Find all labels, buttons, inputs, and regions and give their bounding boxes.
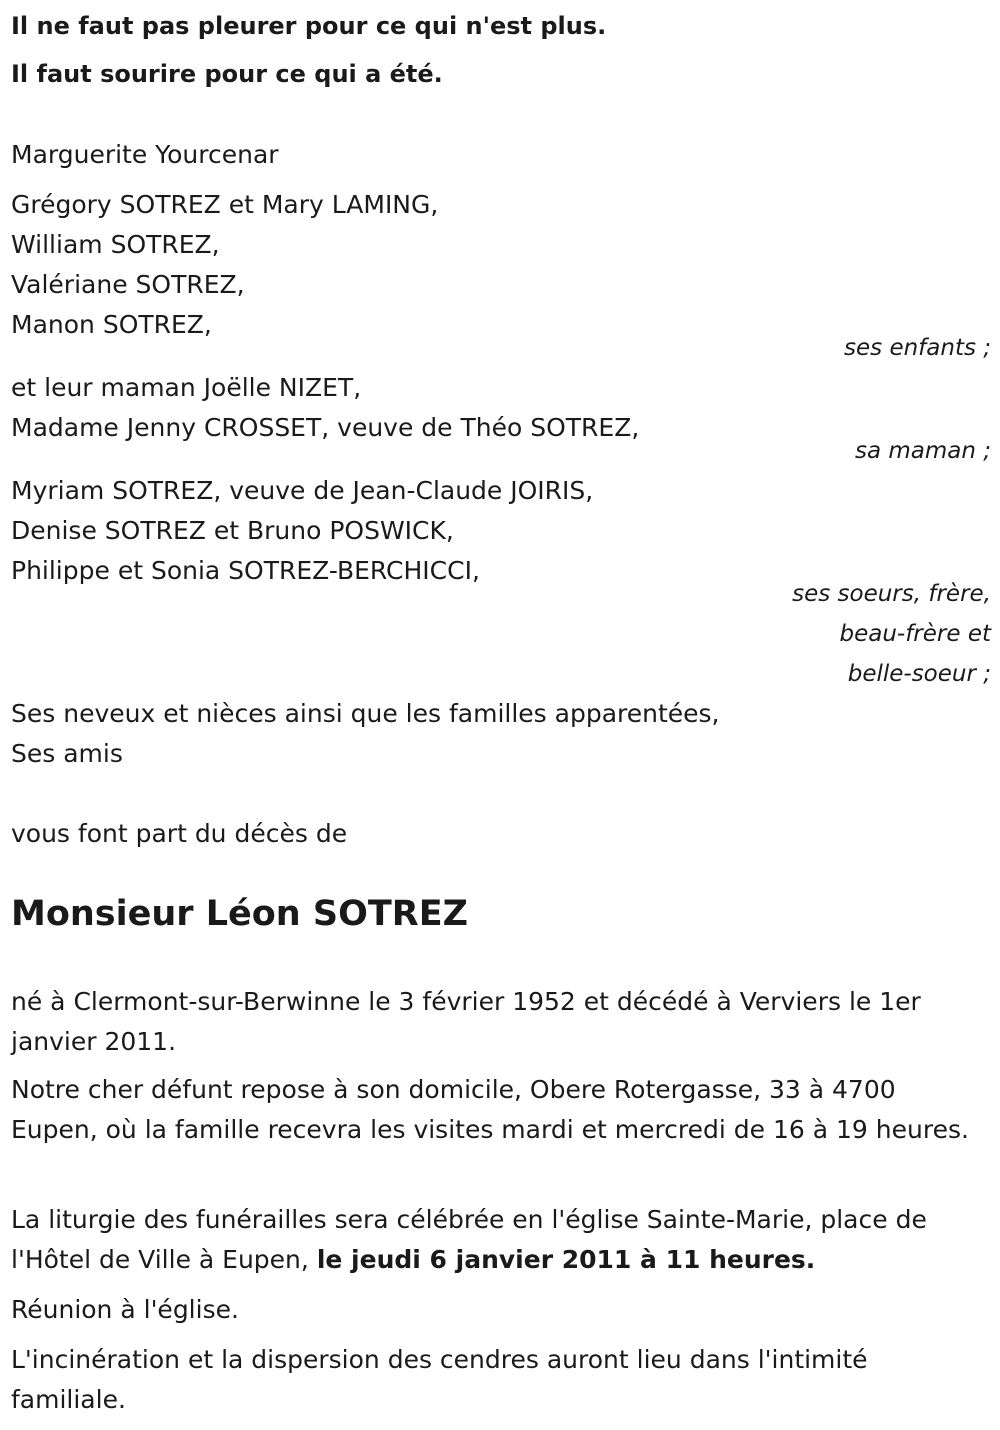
child-name: Manon SOTREZ, bbox=[11, 310, 212, 339]
birth-death-paragraph: né à Clermont-sur-Berwinne le 3 février 1952 et décédé à Verviers le 1er janvier 2011. bbox=[11, 987, 921, 1056]
role-siblings: belle-soeur ; bbox=[847, 661, 991, 687]
liturgy-date: le jeudi 6 janvier 2011 à 11 heures. bbox=[316, 1245, 816, 1274]
role-mother: sa maman ; bbox=[854, 438, 991, 464]
deceased-name: Monsieur Léon SOTREZ bbox=[11, 894, 468, 934]
others-line: Ses neveux et nièces ainsi que les familles apparentées, bbox=[11, 699, 720, 728]
role-children: ses enfants ; bbox=[844, 335, 991, 361]
meeting-paragraph: Réunion à l'église. bbox=[11, 1295, 239, 1324]
sibling-name: Philippe et Sonia SOTREZ-BERCHICCI, bbox=[11, 556, 480, 585]
child-name: Grégory SOTREZ et Mary LAMING, bbox=[11, 190, 439, 219]
role-siblings: ses soeurs, frère, bbox=[792, 581, 991, 607]
rest-paragraph: Notre cher défunt repose à son domicile, Obere Rotergasse, 33 à 4700 Eupen, où la famille recevra les visites mardi et mercredi de 16 à 19 heures. bbox=[11, 1075, 969, 1144]
sibling-name: Myriam SOTREZ, veuve de Jean-Claude JOIRIS, bbox=[11, 476, 594, 505]
cremation-paragraph: L'incinération et la dispersion des cendres auront lieu dans l'intimité familiale. bbox=[11, 1345, 868, 1414]
announcement: vous font part du décès de bbox=[11, 819, 348, 848]
liturgy-text: La liturgie des funérailles sera célébrée en l'église Sainte-Marie, place de l'Hôtel de Ville à Eupen, bbox=[11, 1205, 927, 1274]
quote-author: Marguerite Yourcenar bbox=[11, 140, 279, 169]
quote-line-1: Il ne faut pas pleurer pour ce qui n'est plus. bbox=[11, 12, 607, 40]
quote-line-2: Il faut sourire pour ce qui a été. bbox=[11, 60, 443, 88]
child-name: William SOTREZ, bbox=[11, 230, 220, 259]
mother-line: et leur maman Joëlle NIZET, bbox=[11, 373, 362, 402]
child-name: Valériane SOTREZ, bbox=[11, 270, 245, 299]
sibling-name: Denise SOTREZ et Bruno POSWICK, bbox=[11, 516, 454, 545]
liturgy-paragraph bbox=[11, 1200, 986, 1280]
mother-line: Madame Jenny CROSSET, veuve de Théo SOTREZ, bbox=[11, 413, 640, 442]
others-line: Ses amis bbox=[11, 739, 123, 768]
role-siblings: beau-frère et bbox=[839, 621, 991, 647]
